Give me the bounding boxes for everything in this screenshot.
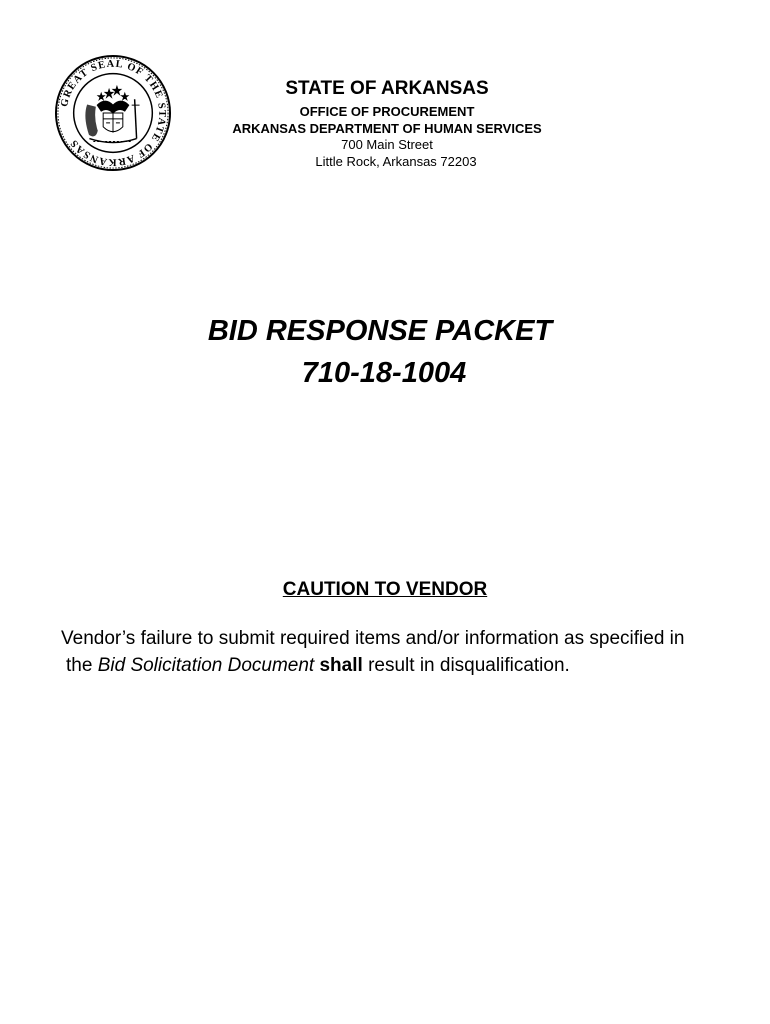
bid-solicitation-document-ref: Bid Solicitation Document [97, 655, 315, 676]
city-address: Little Rock, Arkansas 72203 [315, 154, 477, 169]
street-address: 700 Main Street [341, 137, 433, 152]
caution-line-2-suffix: result in disqualification. [362, 655, 570, 676]
svg-text:GREAT SEAL OF THE STATE OF ARK: GREAT SEAL OF THE STATE OF ARKANSAS [59, 58, 168, 168]
caution-line-2-prefix: the [66, 655, 98, 676]
office-name: OFFICE OF PROCUREMENT [299, 104, 475, 119]
caution-line-1: Vendor’s failure to submit required items and/or information as specified in [61, 628, 685, 649]
shall-emphasis: shall [319, 655, 363, 676]
caution-heading: CAUTION TO VENDOR [282, 579, 488, 600]
caution-line-2 [61, 652, 751, 679]
state-title: STATE OF ARKANSAS [285, 78, 489, 99]
department-name: ARKANSAS DEPARTMENT OF HUMAN SERVICES [232, 121, 542, 136]
caution-paragraph [61, 625, 751, 679]
packet-title: BID RESPONSE PACKET [207, 315, 553, 347]
bid-number: 710-18-1004 [301, 357, 467, 389]
